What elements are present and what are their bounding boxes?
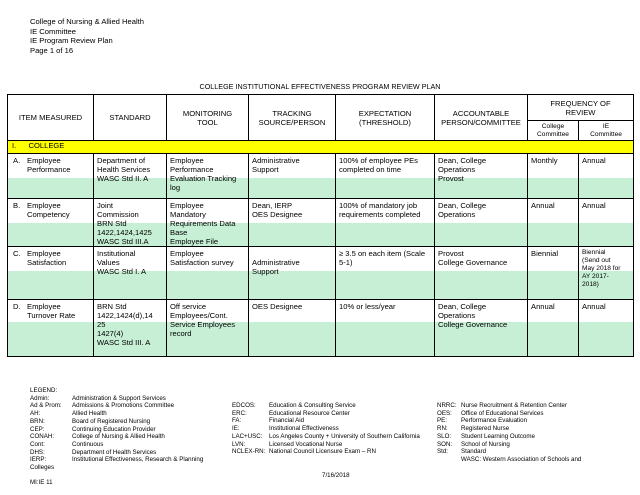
cell-line: Operations [438,165,476,174]
col-header-item: ITEM MEASURED [8,95,94,141]
section-row [8,141,634,154]
cell-line: 10% or less/year [339,302,396,311]
cell-line: WASC Std III.A [97,237,149,246]
header-org: College of Nursing & Allied Health [30,17,144,26]
legend-entry [232,448,420,456]
document-date: 7/16/2018 [322,472,350,479]
legend-entry [437,417,581,425]
legend-entry [232,441,420,449]
cell-monitoring-tool [167,247,249,300]
col-header-standard: STANDARD [94,95,167,141]
cell-tracking-source [249,154,336,199]
cell-line: (Send out [582,257,611,264]
cell-line: BRN Std [97,302,127,311]
cell-line: WASC Std III. A [97,338,151,347]
cell-monitoring-tool [167,199,249,247]
cell-highlight [336,271,434,299]
legend-meaning: Allied Health [72,410,107,418]
cell-line: Dean, College [438,156,487,165]
legend-entry [437,448,581,456]
cell-line: Mandatory [170,210,206,219]
table-row [8,199,634,247]
header-plan: IE Program Review Plan [30,36,113,45]
cell-highlight [336,322,434,356]
legend-entry [232,425,420,433]
cell-highlight [249,178,335,198]
cell-line: OES Designee [252,210,303,219]
cell-line: Employee [27,249,61,258]
cell-ie-frequency [579,154,634,199]
col-header-college-committee: College Committee [528,121,579,141]
legend-meaning: Office of Educational Services [461,409,544,417]
legend-meaning: Board of Registered Nursing [72,417,151,425]
legend-tail: Colleges [30,464,55,472]
legend-entry [30,418,203,426]
section-label: COLLEGE [28,141,65,150]
cell-line: 25 [97,320,106,329]
legend-abbr: ERC: [232,409,247,417]
cell-accountable [435,300,528,357]
legend-entry [232,410,420,418]
legend-meaning: Nurse Recruitment & Retention Center [461,402,567,409]
legend-meaning: Education & Consulting Service [269,402,356,409]
cell-standard [94,199,167,247]
cell-line: Employee File [170,237,219,246]
cell-line: Annual [582,201,606,210]
legend-entry [437,456,581,464]
cell-highlight [579,322,633,356]
cell-highlight [579,223,633,246]
cell-line: Dean, College [438,302,487,311]
document-id: MI:IE 11 [30,479,53,486]
legend-abbr: PE: [437,417,447,425]
legend-meaning: National Council Licensure Exam – RN [269,448,376,456]
cell-line: Satisfaction [27,258,67,267]
cell-accountable [435,247,528,300]
legend-meaning: WASC: Western Association of Schools and [461,455,582,463]
cell-item-measured [8,199,94,247]
legend-entry [30,402,203,410]
cell-line: 1422,1424(d),14 [97,311,153,320]
section-number: I. [12,141,17,150]
cell-highlight [8,178,93,198]
legend-meaning: College of Nursing & Allied Health [72,433,165,441]
legend-abbr: LAC+USC: [232,432,263,440]
cell-highlight [336,223,434,246]
cell-line: Joint [97,201,114,210]
cell-highlight [249,322,335,356]
legend-entry [30,441,203,449]
cell-line: BRN Std [97,219,127,228]
legend-abbr: Std: [437,448,449,456]
header-page: Page 1 of 16 [30,45,74,55]
cell-line: Administrative [252,258,300,267]
cell-line: 1427(4) [97,329,124,338]
legend-abbr: EDCOS: [232,402,256,409]
legend-abbr: IE: [232,425,240,433]
cell-line: Annual [582,156,606,165]
cell-highlight [528,322,578,356]
cell-line: 100% of mandatory job [339,201,418,210]
legend-abbr: OES: [437,409,452,417]
cell-line: log [170,183,181,192]
cell-line: Employees/Cont. [170,311,228,320]
cell-line: Employee [27,201,61,210]
cell-line: AY 2017- [582,273,609,280]
cell-college-frequency [528,154,579,199]
page-title: COLLEGE INSTITUTIONAL EFFECTIVENESS PROGRAM REVIEW PLAN [199,82,441,91]
table-row [8,300,634,357]
legend-abbr: CEP: [30,425,45,433]
cell-line: Annual [531,201,555,210]
cell-line: 1422,1424,1425 [97,228,152,237]
cell-line: Evaluation Tracking [170,174,237,183]
legend-entry [437,410,581,418]
cell-line: College Governance [438,258,508,267]
cell-item-measured [8,154,94,199]
legend-abbr: Admin: [30,394,50,402]
cell-tracking-source [249,300,336,357]
legend-entry [232,433,420,441]
cell-line: WASC Std II. A [97,174,149,183]
cell-standard [94,247,167,300]
cell-highlight [435,223,527,246]
cell-line: Support [252,165,279,174]
cell-line: WASC Std I. A [97,267,147,276]
legend-meaning: Department of Health Services [72,448,157,456]
cell-highlight [8,271,93,299]
cell-line: Employee [27,302,61,311]
cell-line: Values [97,258,120,267]
cell-ie-frequency [579,247,634,300]
cell-line: Competency [27,210,70,219]
row-letter: D. [13,302,21,311]
cell-line: Performance [170,165,214,174]
legend-abbr: IERP: [30,456,47,464]
legend-entry [30,456,203,464]
legend-entry [30,395,203,403]
legend-entry [30,410,203,418]
legend-meaning: Licensed Vocational Nurse [269,440,343,448]
cell-line: 2018) [582,281,599,288]
cell-line: Annual [531,302,555,311]
legend-entry [30,449,203,457]
cell-line: Commission [97,210,139,219]
legend-abbr: CONAH: [30,433,55,441]
cell-line: Dean, IERP [252,201,293,210]
cell-line: Performance [27,165,71,174]
legend-entry [232,402,420,410]
cell-highlight [249,223,335,246]
col-header-expectation: EXPECTATION (THRESHOLD) [336,95,435,141]
legend-meaning: Standard [461,448,487,456]
cell-tracking-source [249,247,336,300]
header-committee: IE Committee [30,26,76,36]
legend-entry [437,402,581,410]
legend-abbr: LVN: [232,440,246,448]
cell-line: Provost [438,249,464,258]
cell-line: record [170,329,192,338]
col-header-tracking: TRACKING SOURCE/PERSON [249,95,336,141]
cell-item-measured [8,247,94,300]
cell-highlight [435,271,527,299]
cell-highlight [528,271,578,299]
cell-college-frequency [528,300,579,357]
legend-abbr: RN: [437,425,448,433]
cell-ie-frequency [579,199,634,247]
cell-standard [94,154,167,199]
cell-monitoring-tool [167,154,249,199]
cell-line: Requirements Data [170,219,236,228]
legend-abbr: NRRC: [437,402,457,409]
cell-line: completed on time [339,165,402,174]
document-header [30,17,144,55]
legend-meaning: Institutional Effectiveness, Research & Planning [72,456,204,464]
legend-col-1 [30,387,203,472]
cell-highlight [528,223,578,246]
legend-meaning: Continuous [72,440,104,448]
legend-meaning: Performance Evaluation [461,417,528,425]
cell-college-frequency [528,247,579,300]
cell-line: ≥ 3.5 on each item (Scale [339,249,426,258]
legend-abbr: Cont: [30,440,45,448]
row-letter: B. [13,201,21,210]
legend-col-3 [437,402,581,464]
legend-meaning: Continuing Education Provider [72,425,156,433]
cell-highlight [336,178,434,198]
cell-line: Employee [170,249,204,258]
cell-line: Turnover Rate [27,311,76,320]
legend-abbr: DHS: [30,448,45,456]
legend-meaning: Educational Resource Center [269,409,350,417]
cell-accountable [435,154,528,199]
legend-abbr: SON: [437,440,453,448]
legend-abbr: SLO: [437,432,452,440]
cell-highlight [167,271,248,299]
cell-line: 100% of employee PEs [339,156,418,165]
cell-monitoring-tool [167,300,249,357]
cell-line: Off service [170,302,207,311]
legend-abbr: NCLEX-RN: [232,448,266,456]
cell-line [252,249,332,258]
cell-line: College Governance [438,320,508,329]
legend-meaning: Los Angeles County + University of Southern California [269,432,420,440]
cell-line: Dean, College [438,201,487,210]
legend-entry [437,441,581,449]
cell-line: Employee [170,156,204,165]
cell-line: May 2018 for [582,265,621,272]
col-header-accountable: ACCOUNTABLE PERSON/COMMITTEE [435,95,528,141]
cell-tracking-source [249,199,336,247]
row-letter: A. [13,156,21,165]
legend-meaning: Financial Aid [269,417,305,425]
review-plan-table [7,94,634,357]
legend-abbr: BRN: [30,417,45,425]
cell-line: Annual [582,302,606,311]
cell-line: Operations [438,210,476,219]
cell-item-measured [8,300,94,357]
legend-entry [30,426,203,434]
cell-line: 5-1) [339,258,353,267]
legend-meaning: School of Nursing [461,440,510,448]
legend-col-2 [232,402,420,456]
cell-expectation [336,154,435,199]
cell-line: Monthly [531,156,558,165]
legend-entry [437,425,581,433]
cell-line: Institutional [97,249,136,258]
cell-line: Biennial [582,249,606,256]
legend-entry [232,417,420,425]
cell-line: Satisfaction survey [170,258,234,267]
legend-meaning: Registered Nurse [461,425,510,433]
cell-line: Health Services [97,165,151,174]
cell-ie-frequency [579,300,634,357]
cell-expectation [336,300,435,357]
legend-entry [437,433,581,441]
cell-line: Employee [170,201,204,210]
cell-highlight [528,178,578,198]
cell-line: OES Designee [252,302,303,311]
cell-line: Support [252,267,279,276]
legend-entry [30,433,203,441]
cell-line: Operations [438,311,476,320]
cell-college-frequency [528,199,579,247]
col-header-frequency: FREQUENCY OF REVIEW [528,95,634,121]
row-letter: C. [13,249,21,258]
cell-accountable [435,199,528,247]
cell-highlight [579,178,633,198]
cell-line: Employee [27,156,61,165]
cell-highlight [8,223,93,246]
cell-expectation [336,199,435,247]
cell-line: Service Employees [170,320,235,329]
legend-title: LEGEND: [30,387,58,394]
cell-line: Department of [97,156,146,165]
table-row [8,247,634,300]
table-row [8,154,634,199]
cell-highlight [8,322,93,356]
legend-meaning: Student Learning Outcome [461,432,535,440]
cell-line: Biennial [531,249,559,258]
legend-abbr: Ad & Prom: [30,402,62,410]
legend-meaning: Admissions & Promotions Committee [72,402,175,410]
legend-abbr: AH: [30,410,41,418]
cell-standard [94,300,167,357]
cell-line: Administrative [252,156,300,165]
legend-abbr: FA: [232,417,242,425]
col-header-monitoring: MONITORING TOOL [167,95,249,141]
cell-expectation [336,247,435,300]
cell-line: Base [170,228,188,237]
cell-line: Provost [438,174,464,183]
cell-line: requirements completed [339,210,421,219]
legend-meaning: Institutional Effectiveness [269,425,339,433]
legend-meaning: Administration & Support Services [72,394,166,402]
col-header-ie-committee: IE Committee [579,121,634,141]
